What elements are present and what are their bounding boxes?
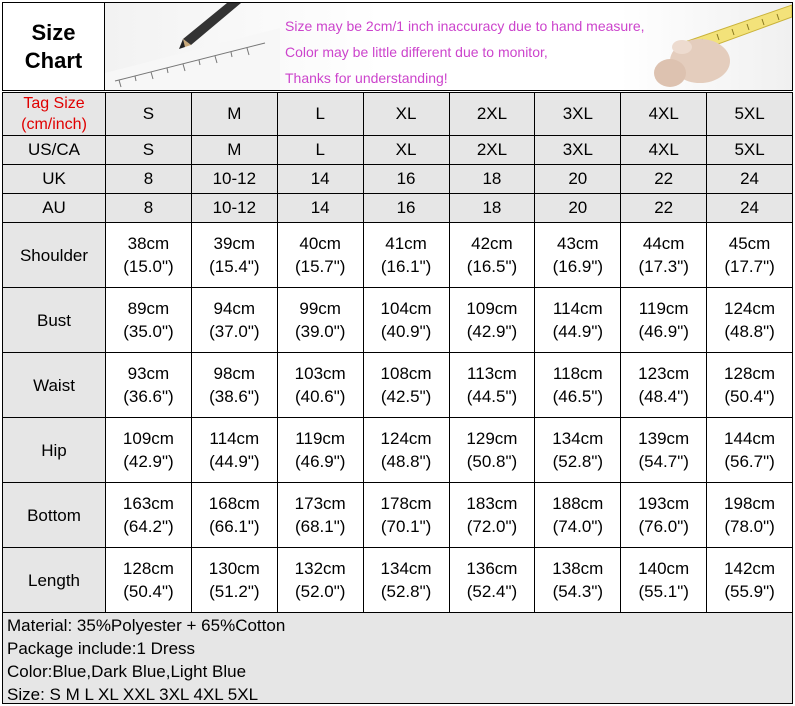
measurement-cm: 136cm xyxy=(466,559,518,578)
measurement-inch: (52.8") xyxy=(380,582,432,601)
disclaimer-notes xyxy=(285,13,645,91)
conversion-cell: 8 xyxy=(106,165,192,194)
measurement-cm: 193cm xyxy=(638,494,690,513)
measurement-disclaimer-banner xyxy=(105,2,793,91)
conversion-cell: M xyxy=(191,136,277,165)
measurement-inch: (50.4") xyxy=(724,387,775,406)
measurement-cell xyxy=(277,223,363,288)
measurement-inch: (17.3") xyxy=(638,257,689,276)
measurement-cell xyxy=(707,223,793,288)
measurement-cell xyxy=(535,548,621,613)
conversion-cell: S xyxy=(106,136,192,165)
size-header-cell: 3XL xyxy=(535,93,621,136)
conversion-cell: 20 xyxy=(535,165,621,194)
measurement-cm: 123cm xyxy=(638,364,690,383)
measurement-cm: 93cm xyxy=(127,364,170,383)
measurement-cell xyxy=(363,548,449,613)
measurement-inch: (46.9") xyxy=(294,452,346,471)
measurement-inch: (39.0") xyxy=(294,322,346,341)
measurement-inch: (68.1") xyxy=(294,517,346,536)
measurement-cm: 118cm xyxy=(552,364,603,383)
measurement-cm: 94cm xyxy=(213,299,256,318)
measurement-cm: 198cm xyxy=(724,494,776,513)
measurement-cm: 119cm xyxy=(638,299,689,318)
measurement-cm: 40cm xyxy=(299,234,341,253)
size-header-cell: L xyxy=(277,93,363,136)
measurement-cm: 138cm xyxy=(552,559,604,578)
measurement-cell xyxy=(449,548,535,613)
measurement-cell xyxy=(277,483,363,548)
measurement-inch: (42.9") xyxy=(466,322,518,341)
measurement-cell xyxy=(363,353,449,418)
measurement-cm: 119cm xyxy=(295,429,346,448)
measurement-inch: (16.5") xyxy=(466,257,518,276)
measurement-cell xyxy=(277,288,363,353)
conversion-cell: 22 xyxy=(621,165,707,194)
measurement-cm: 114cm xyxy=(209,429,260,448)
conversion-cell: 24 xyxy=(707,194,793,223)
measurement-cm: 140cm xyxy=(638,559,690,578)
measurement-inch: (51.2") xyxy=(209,582,260,601)
measurement-cell xyxy=(106,223,192,288)
measurement-inch: (48.8") xyxy=(724,322,775,341)
measurement-inch: (46.9") xyxy=(638,322,689,341)
measurement-cm: 128cm xyxy=(122,559,174,578)
measurement-cm: 129cm xyxy=(466,429,518,448)
measurement-label: Bottom xyxy=(3,483,106,548)
measurement-label: Waist xyxy=(3,353,106,418)
conversion-cell: 20 xyxy=(535,194,621,223)
measurement-inch: (15.7") xyxy=(294,257,346,276)
product-info-footer xyxy=(2,612,793,704)
measurement-cell xyxy=(191,418,277,483)
tag-size-label xyxy=(3,93,106,136)
measurement-row xyxy=(3,483,793,548)
measurement-cm: 109cm xyxy=(466,299,518,318)
measurement-cm: 124cm xyxy=(380,429,432,448)
measurement-inch: (40.9") xyxy=(380,322,432,341)
size-header-cell: 5XL xyxy=(707,93,793,136)
measurement-cell xyxy=(535,353,621,418)
measurement-cell xyxy=(106,483,192,548)
measurement-cell xyxy=(191,353,277,418)
measurement-cm: 134cm xyxy=(552,429,604,448)
disclaimer-note: Size may be 2cm/1 inch inaccuracy due to hand measure, xyxy=(285,18,645,34)
conversion-row xyxy=(3,194,793,223)
conversion-cell: 24 xyxy=(707,165,793,194)
measurement-inch: (64.2") xyxy=(123,517,174,536)
measurement-inch: (44.9") xyxy=(209,452,260,471)
measurement-cell xyxy=(621,418,707,483)
measurement-cell xyxy=(363,418,449,483)
measurement-cell xyxy=(277,418,363,483)
measurement-inch: (66.1") xyxy=(209,517,260,536)
measurement-cell xyxy=(621,483,707,548)
conversion-label: UK xyxy=(3,165,106,194)
conversion-cell: 10-12 xyxy=(191,165,277,194)
measurement-cell xyxy=(191,483,277,548)
measurement-cm: 130cm xyxy=(208,559,260,578)
measurement-cm: 173cm xyxy=(294,494,346,513)
measurement-cell xyxy=(621,548,707,613)
tag-size-row xyxy=(3,93,793,136)
measurement-cell xyxy=(277,548,363,613)
measurement-cm: 132cm xyxy=(294,559,346,578)
package-line: Package include:1 Dress xyxy=(7,639,196,658)
measurement-cell xyxy=(449,418,535,483)
measurement-cell xyxy=(707,353,793,418)
measurement-cell xyxy=(191,288,277,353)
measurement-inch: (72.0") xyxy=(466,517,518,536)
conversion-cell: 3XL xyxy=(535,136,621,165)
chart-title-line2: Chart xyxy=(24,47,83,73)
measurement-cm: 41cm xyxy=(385,234,427,253)
conversion-cell: 8 xyxy=(106,194,192,223)
measurement-cm: 142cm xyxy=(724,559,776,578)
measurement-cm: 144cm xyxy=(724,429,776,448)
measurement-inch: (15.4") xyxy=(209,257,260,276)
measurement-cm: 163cm xyxy=(122,494,174,513)
measurement-cm: 103cm xyxy=(294,364,346,383)
conversion-row xyxy=(3,165,793,194)
conversion-cell: 16 xyxy=(363,194,449,223)
measurement-inch: (48.8") xyxy=(380,452,432,471)
measurement-cm: 42cm xyxy=(471,234,513,253)
measurement-cell xyxy=(621,288,707,353)
measurement-label: Hip xyxy=(3,418,106,483)
measurement-inch: (52.4") xyxy=(466,582,518,601)
measurement-inch: (50.4") xyxy=(123,582,174,601)
measurement-cell xyxy=(363,483,449,548)
measurement-cell xyxy=(449,483,535,548)
color-line: Color:Blue,Dark Blue,Light Blue xyxy=(7,662,247,681)
conversion-cell: 10-12 xyxy=(191,194,277,223)
measurement-cm: 104cm xyxy=(380,299,432,318)
measurement-inch: (78.0") xyxy=(724,517,775,536)
measurement-inch: (54.3") xyxy=(552,582,604,601)
measurement-cm: 183cm xyxy=(466,494,518,513)
measurement-inch: (70.1") xyxy=(380,517,432,536)
measurement-row xyxy=(3,548,793,613)
measurement-cm: 128cm xyxy=(724,364,776,383)
measurement-cm: 113cm xyxy=(467,364,517,383)
measurement-inch: (42.5") xyxy=(380,387,432,406)
measurement-inch: (40.6") xyxy=(294,387,346,406)
measurement-cell xyxy=(535,418,621,483)
measurement-cell xyxy=(191,548,277,613)
material-line: Material: 35%Polyester + 65%Cotton xyxy=(7,616,286,635)
measurement-cm: 44cm xyxy=(642,234,685,253)
measurement-inch: (52.0") xyxy=(294,582,346,601)
tape-measure-hand-icon xyxy=(642,3,792,91)
measurement-inch: (38.6") xyxy=(209,387,260,406)
measurement-inch: (50.8") xyxy=(466,452,518,471)
measurement-label: Bust xyxy=(3,288,106,353)
conversion-cell: L xyxy=(277,136,363,165)
measurement-cm: 108cm xyxy=(380,364,432,383)
measurement-cell xyxy=(106,288,192,353)
measurement-inch: (16.1") xyxy=(380,257,432,276)
conversion-row xyxy=(3,136,793,165)
measurement-cell xyxy=(707,483,793,548)
measurement-cell xyxy=(535,223,621,288)
measurement-label: Shoulder xyxy=(3,223,106,288)
measurement-cell xyxy=(106,353,192,418)
measurement-cm: 134cm xyxy=(380,559,432,578)
pencil-and-ruler-icon xyxy=(105,3,280,91)
measurement-row xyxy=(3,353,793,418)
disclaimer-note: Thanks for understanding! xyxy=(285,70,448,86)
measurement-cell xyxy=(707,418,793,483)
conversion-cell: 5XL xyxy=(707,136,793,165)
measurement-cell xyxy=(449,353,535,418)
measurement-cell xyxy=(106,418,192,483)
chart-title-line1: Size xyxy=(31,19,76,45)
tag-size-label-line2: (cm/inch) xyxy=(21,116,87,133)
measurement-cell xyxy=(106,548,192,613)
measurement-inch: (74.0") xyxy=(552,517,604,536)
measurement-cell xyxy=(535,288,621,353)
measurement-inch: (52.8") xyxy=(552,452,604,471)
measurement-inch: (36.6") xyxy=(123,387,174,406)
measurement-cm: 38cm xyxy=(127,234,170,253)
measurement-cell xyxy=(621,223,707,288)
measurement-inch: (35.0") xyxy=(123,322,174,341)
chart-title xyxy=(2,2,105,91)
measurement-inch: (44.9") xyxy=(552,322,604,341)
conversion-cell: 18 xyxy=(449,165,535,194)
measurement-cell xyxy=(621,353,707,418)
conversion-cell: 18 xyxy=(449,194,535,223)
measurement-inch: (55.1") xyxy=(638,582,689,601)
measurement-cell xyxy=(363,223,449,288)
size-header-cell: 4XL xyxy=(621,93,707,136)
measurement-cm: 98cm xyxy=(213,364,256,383)
measurement-cm: 39cm xyxy=(213,234,256,253)
measurement-cell xyxy=(707,548,793,613)
measurement-cell xyxy=(277,353,363,418)
measurement-cell xyxy=(191,223,277,288)
measurement-cm: 99cm xyxy=(299,299,341,318)
measurement-inch: (55.9") xyxy=(724,582,775,601)
tag-size-label-line1: Tag Size xyxy=(23,95,85,112)
size-header-cell: XL xyxy=(363,93,449,136)
measurement-cell xyxy=(449,223,535,288)
sizes-line: Size: S M L XL XXL 3XL 4XL 5XL xyxy=(7,685,259,704)
measurement-inch: (54.7") xyxy=(638,452,689,471)
measurement-inch: (56.7") xyxy=(724,452,775,471)
measurement-cm: 188cm xyxy=(552,494,604,513)
measurement-cm: 124cm xyxy=(724,299,776,318)
measurement-cm: 109cm xyxy=(122,429,174,448)
measurement-cm: 168cm xyxy=(208,494,260,513)
measurement-inch: (15.0") xyxy=(123,257,174,276)
measurement-inch: (48.4") xyxy=(638,387,689,406)
measurement-cm: 45cm xyxy=(728,234,771,253)
conversion-cell: 14 xyxy=(277,165,363,194)
measurement-inch: (17.7") xyxy=(724,257,775,276)
measurement-cm: 89cm xyxy=(127,299,170,318)
conversion-cell: 14 xyxy=(277,194,363,223)
conversion-label: AU xyxy=(3,194,106,223)
size-header-cell: M xyxy=(191,93,277,136)
measurement-cell xyxy=(535,483,621,548)
measurement-cm: 43cm xyxy=(557,234,599,253)
measurement-inch: (16.9") xyxy=(552,257,604,276)
conversion-cell: XL xyxy=(363,136,449,165)
chart-header xyxy=(0,0,795,92)
measurement-inch: (76.0") xyxy=(638,517,689,536)
measurement-inch: (42.9") xyxy=(123,452,174,471)
measurement-cm: 139cm xyxy=(638,429,690,448)
measurement-row xyxy=(3,223,793,288)
measurement-label: Length xyxy=(3,548,106,613)
measurement-cell xyxy=(707,288,793,353)
measurement-row xyxy=(3,418,793,483)
conversion-cell: 2XL xyxy=(449,136,535,165)
measurement-cm: 114cm xyxy=(552,299,603,318)
size-header-cell: S xyxy=(106,93,192,136)
conversion-label: US/CA xyxy=(3,136,106,165)
measurement-cm: 178cm xyxy=(380,494,432,513)
measurement-cell xyxy=(363,288,449,353)
measurement-inch: (44.5") xyxy=(466,387,518,406)
disclaimer-note: Color may be little different due to monitor, xyxy=(285,44,548,60)
measurement-row xyxy=(3,288,793,353)
size-header-cell: 2XL xyxy=(449,93,535,136)
conversion-cell: 22 xyxy=(621,194,707,223)
size-table xyxy=(2,92,793,613)
measurement-inch: (46.5") xyxy=(552,387,604,406)
conversion-cell: 4XL xyxy=(621,136,707,165)
measurement-inch: (37.0") xyxy=(209,322,260,341)
measurement-cell xyxy=(449,288,535,353)
conversion-cell: 16 xyxy=(363,165,449,194)
